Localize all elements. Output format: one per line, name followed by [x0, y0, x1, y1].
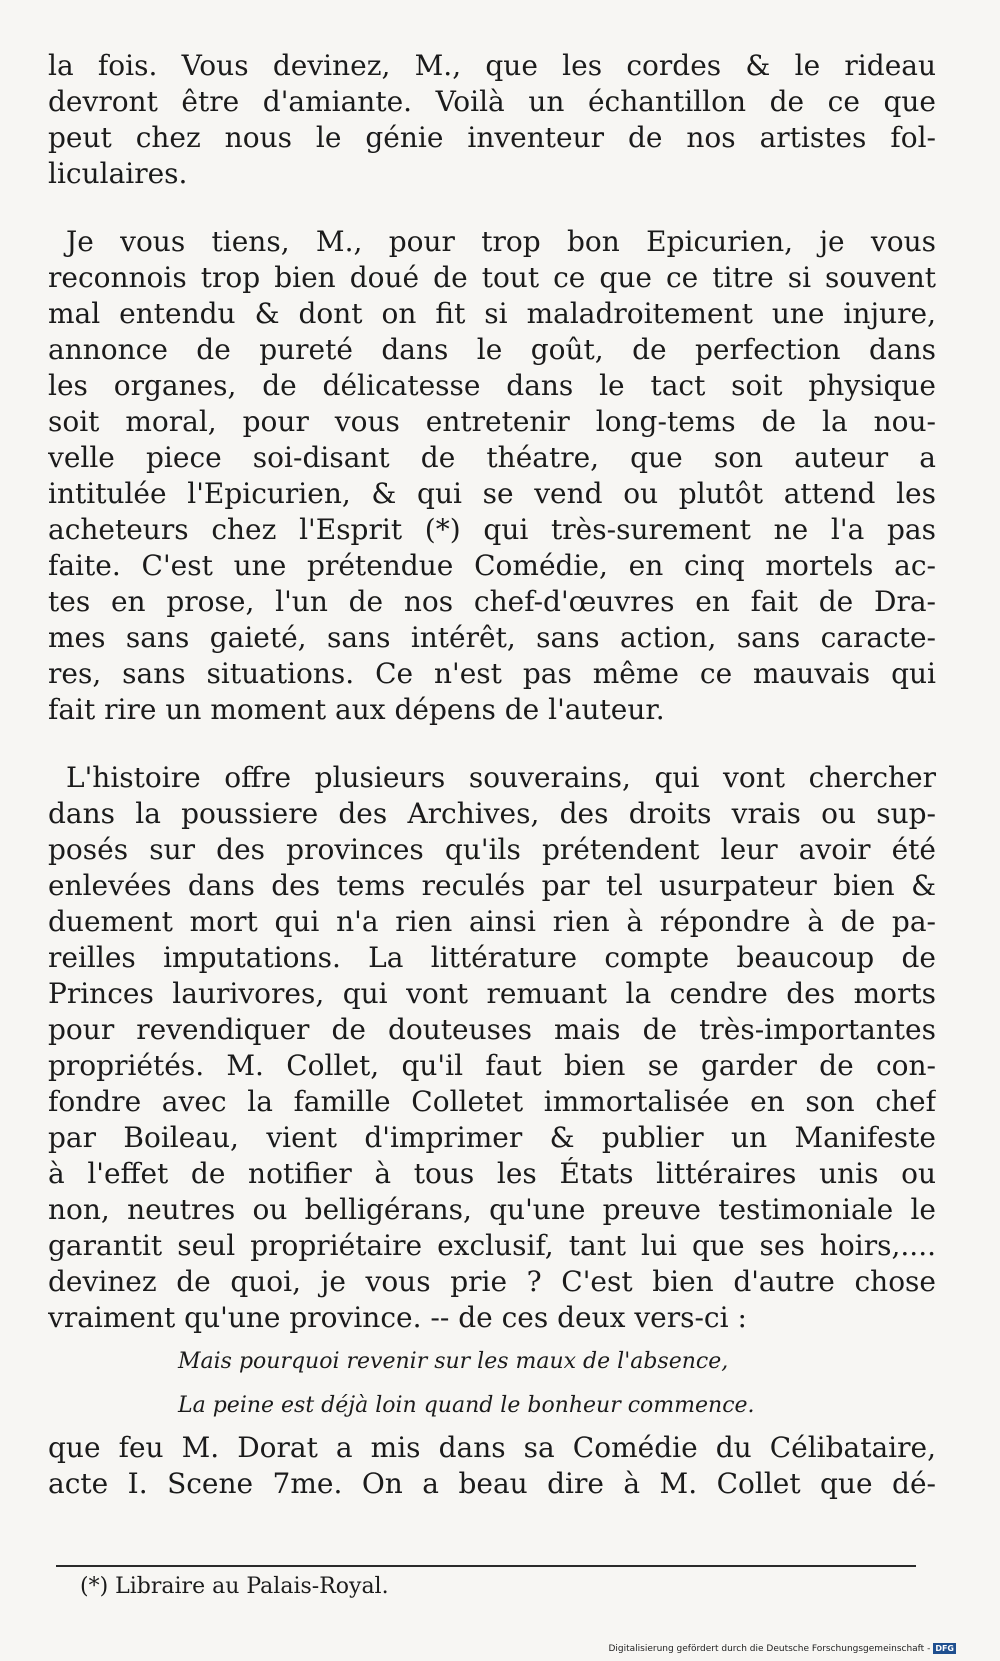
text-line: dans la poussiere des Archives, des droits vrais ou sup- [48, 797, 936, 830]
text-line: acheteurs chez l'Esprit (*) qui très-surement ne l'a pas [48, 513, 936, 546]
closing-paragraph [48, 1430, 936, 1502]
verse-line: Mais pourquoi revenir sur les maux de l'absence, [178, 1349, 729, 1374]
text-line: Je vous tiens, M., pour trop bon Epicurien, je vous [66, 225, 936, 258]
footnote-rule [56, 1565, 916, 1567]
footnote: (*) Libraire au Palais-Royal. [80, 1574, 389, 1599]
text-line: non, neutres ou belligérans, qu'une preuve testimoniale le [48, 1193, 936, 1226]
verse-line: La peine est déjà loin quand le bonheur commence. [178, 1393, 755, 1418]
text-line: mal entendu & dont on fit si maladroitement une injure, [48, 297, 936, 330]
text-line: posés sur des provinces qu'ils prétendent leur avoir été [48, 833, 936, 866]
text-line: tes en prose, l'un de nos chef-d'œuvres en fait de Dra- [48, 585, 936, 618]
dfg-logo: DFG [935, 1644, 954, 1653]
text-line: velle piece soi-disant de théatre, que son auteur a [48, 441, 936, 474]
text-line: mes sans gaieté, sans intérêt, sans action, sans caracte- [48, 621, 936, 654]
text-line: liculaires. [48, 157, 188, 190]
text-line: annonce de pureté dans le goût, de perfection dans [48, 333, 936, 366]
text-line: propriétés. M. Collet, qu'il faut bien se garder de con- [48, 1049, 936, 1082]
text-line: L'histoire offre plusieurs souverains, qui vont chercher [66, 761, 936, 794]
paragraph-1 [48, 48, 936, 192]
text-line: fondre avec la famille Colletet immortalisée en son chef [48, 1085, 936, 1118]
paragraph-3 [48, 760, 936, 1336]
text-line: duement mort qui n'a rien ainsi rien à répondre à de pa- [48, 905, 936, 938]
text-line: reilles imputations. La littérature compte beaucoup de [48, 941, 936, 974]
text-line: fait rire un moment aux dépens de l'auteur. [48, 693, 665, 726]
text-line: la fois. Vous devinez, M., que les cordes & le rideau [48, 49, 936, 82]
paragraph-2 [48, 224, 936, 728]
text-line: acte I. Scene 7me. On a beau dire à M. Collet que dé- [48, 1467, 936, 1500]
text-line: Princes laurivores, qui vont remuant la cendre des morts [48, 977, 936, 1010]
text-line: pour revendiquer de douteuses mais de très-importantes [48, 1013, 936, 1046]
text-line: garantit seul propriétaire exclusif, tant lui que ses hoirs,.... [48, 1229, 936, 1262]
text-line: par Boileau, vient d'imprimer & publier un Manifeste [48, 1121, 936, 1154]
text-line: devront être d'amiante. Voilà un échantillon de ce que [48, 85, 936, 118]
digitization-credit-text: Digitalisierung gefördert durch die Deutsche Forschungsgemeinschaft - [608, 1643, 931, 1654]
text-line: à l'effet de notifier à tous les États littéraires unis ou [48, 1157, 936, 1190]
text-line: peut chez nous le génie inventeur de nos artistes fol- [48, 121, 936, 154]
text-line: faite. C'est une prétendue Comédie, en cinq mortels ac- [48, 549, 936, 582]
text-line: devinez de quoi, je vous prie ? C'est bien d'autre chose [48, 1265, 936, 1298]
text-line: reconnois trop bien doué de tout ce que ce titre si souvent [48, 261, 936, 294]
digitization-credit [608, 1643, 956, 1654]
text-line: soit moral, pour vous entretenir long-tems de la nou- [48, 405, 936, 438]
text-line: que feu M. Dorat a mis dans sa Comédie du Célibataire, [48, 1431, 936, 1464]
verse-quotation [48, 1340, 936, 1428]
text-line: res, sans situations. Ce n'est pas même ce mauvais qui [48, 657, 936, 690]
text-line: intitulée l'Epicurien, & qui se vend ou plutôt attend les [48, 477, 936, 510]
text-line: vraiment qu'une province. -- de ces deux vers-ci : [48, 1301, 747, 1334]
text-line: enlevées dans des tems reculés par tel usurpateur bien & [48, 869, 936, 902]
text-line: les organes, de délicatesse dans le tact soit physique [48, 369, 936, 402]
page-body [48, 48, 936, 1502]
